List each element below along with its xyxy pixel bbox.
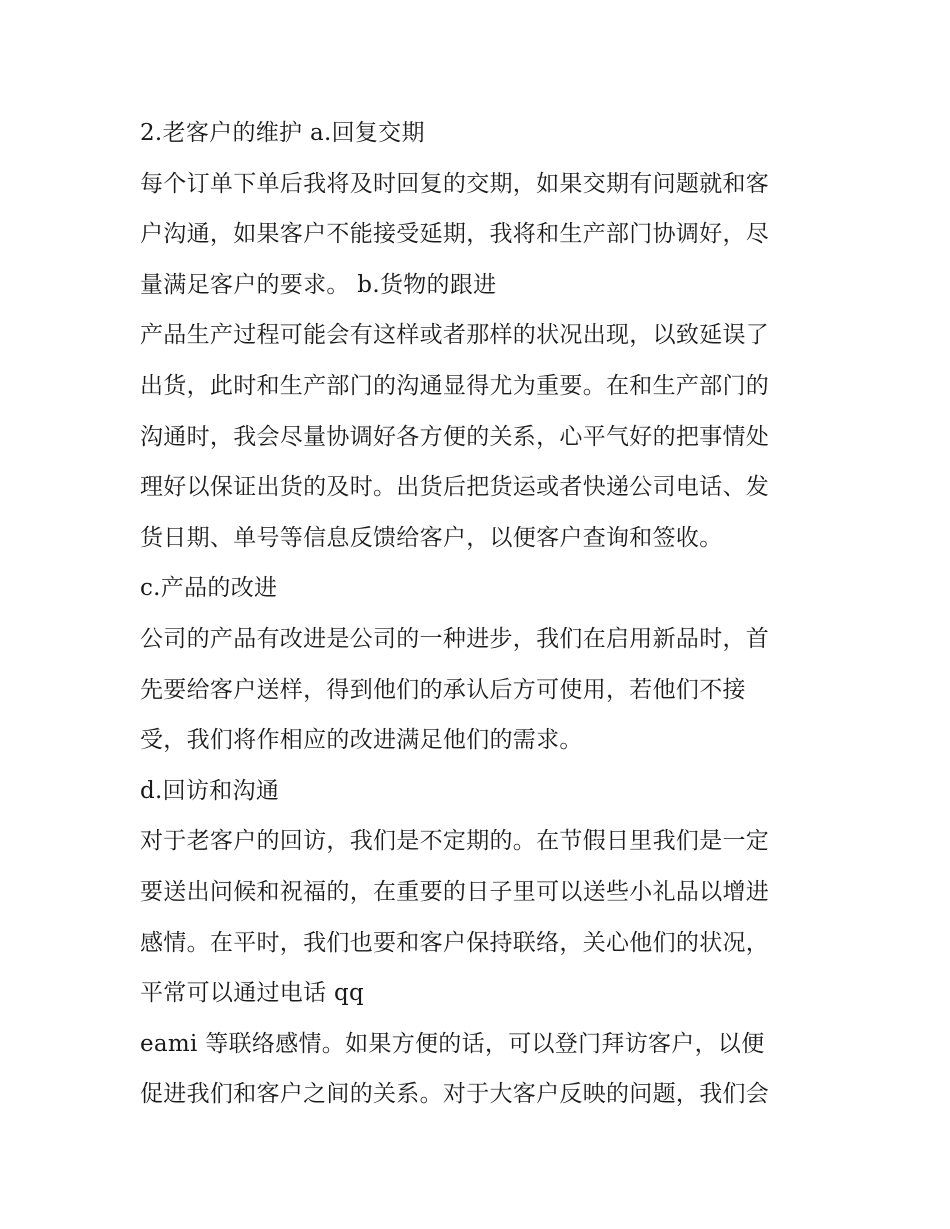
- paragraph-line: 先要给客户送样，得到他们的承认后方可使用，若他们不接: [140, 676, 746, 703]
- paragraph-line: 要送出问候和祝福的，在重要的日子里可以送些小礼品以增进: [140, 878, 770, 905]
- paragraph-line: 产品生产过程可能会有这样或者那样的状况出现，以致延误了: [140, 322, 770, 349]
- paragraph-line: 理好以保证出货的及时。出货后把货运或者快递公司电话、发: [140, 474, 770, 501]
- paragraph-line: 货日期、单号等信息反馈给客户，以便客户查询和签收。: [140, 524, 723, 551]
- paragraph-line: 沟通时，我会尽量协调好各方便的关系，心平气好的把事情处: [140, 423, 770, 450]
- document-body: [140, 108, 820, 1120]
- paragraph-line: 平常可以通过电话 qq: [140, 980, 365, 1007]
- heading-product-improvement: c.产品的改进: [140, 575, 278, 602]
- paragraph-line: 出货，此时和生产部门的沟通显得尤为重要。在和生产部门的: [140, 372, 770, 399]
- heading-old-customer-maintenance: 2.老客户的维护 a.回复交期: [140, 120, 425, 146]
- paragraph-line: 每个订单下单后我将及时回复的交期，如果交期有问题就和客: [140, 170, 770, 197]
- paragraph-line: eami 等联络感情。如果方便的话，可以登门拜访客户，以便: [140, 1030, 765, 1057]
- paragraph-line: 对于老客户的回访，我们是不定期的。在节假日里我们是一定: [140, 828, 770, 855]
- heading-follow-up-communication: d.回访和沟通: [140, 777, 280, 804]
- paragraph-line: 促进我们和客户之间的关系。对于大客户反映的问题，我们会: [140, 1081, 770, 1108]
- paragraph-line: 受，我们将作相应的改进满足他们的需求。: [140, 727, 583, 754]
- paragraph-line: 公司的产品有改进是公司的一种进步，我们在启用新品时，首: [140, 625, 770, 652]
- paragraph-line: 户沟通，如果客户不能接受延期，我将和生产部门协调好，尽: [140, 221, 770, 248]
- paragraph-line: 量满足客户的要求。 b.货物的跟进: [140, 271, 497, 298]
- paragraph-line: 感情。在平时，我们也要和客户保持联络，关心他们的状况，: [140, 929, 770, 956]
